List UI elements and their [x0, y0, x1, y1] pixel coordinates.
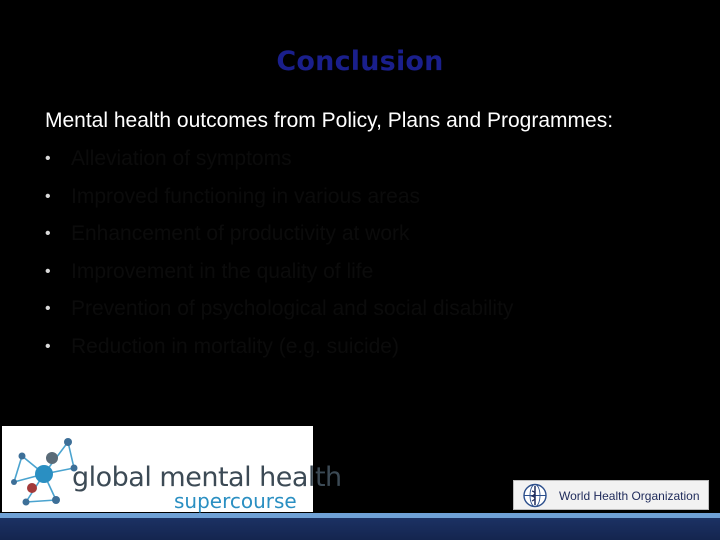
bullet-list	[45, 146, 513, 371]
bullet-icon: •	[45, 337, 51, 355]
who-emblem-icon	[522, 483, 548, 508]
list-item	[45, 259, 513, 297]
list-item	[45, 221, 513, 259]
list-item	[45, 296, 513, 334]
bullet-icon: •	[45, 225, 51, 242]
intro-text: Mental health outcomes from Policy, Plans and Programmes:	[45, 109, 614, 132]
logo-title: global mental health	[72, 462, 342, 493]
bullet-icon: •	[45, 187, 51, 205]
bullet-icon: •	[45, 300, 51, 317]
who-badge	[513, 480, 709, 510]
slide-title: Conclusion	[276, 46, 444, 77]
list-item	[45, 146, 513, 184]
bullet-text: Enhancement of productivity at work	[71, 222, 410, 245]
global-mental-health-logo	[2, 426, 342, 513]
bullet-text: Prevention of psychological and social disability	[71, 297, 514, 320]
footer-stripe	[0, 513, 720, 518]
bullet-text: Improvement in the quality of life	[71, 259, 374, 283]
bullet-text: Reduction in mortality (e.g. suicide)	[71, 334, 399, 358]
list-item	[45, 334, 513, 372]
bullet-icon: •	[45, 150, 51, 167]
list-item	[45, 184, 513, 222]
logo-subtitle: supercourse	[174, 489, 297, 513]
bullet-icon: •	[45, 262, 51, 280]
who-label: World Health Organization	[559, 489, 700, 503]
bullet-text: Improved functioning in various areas	[71, 184, 421, 208]
bullet-text: Alleviation of symptoms	[71, 147, 292, 170]
